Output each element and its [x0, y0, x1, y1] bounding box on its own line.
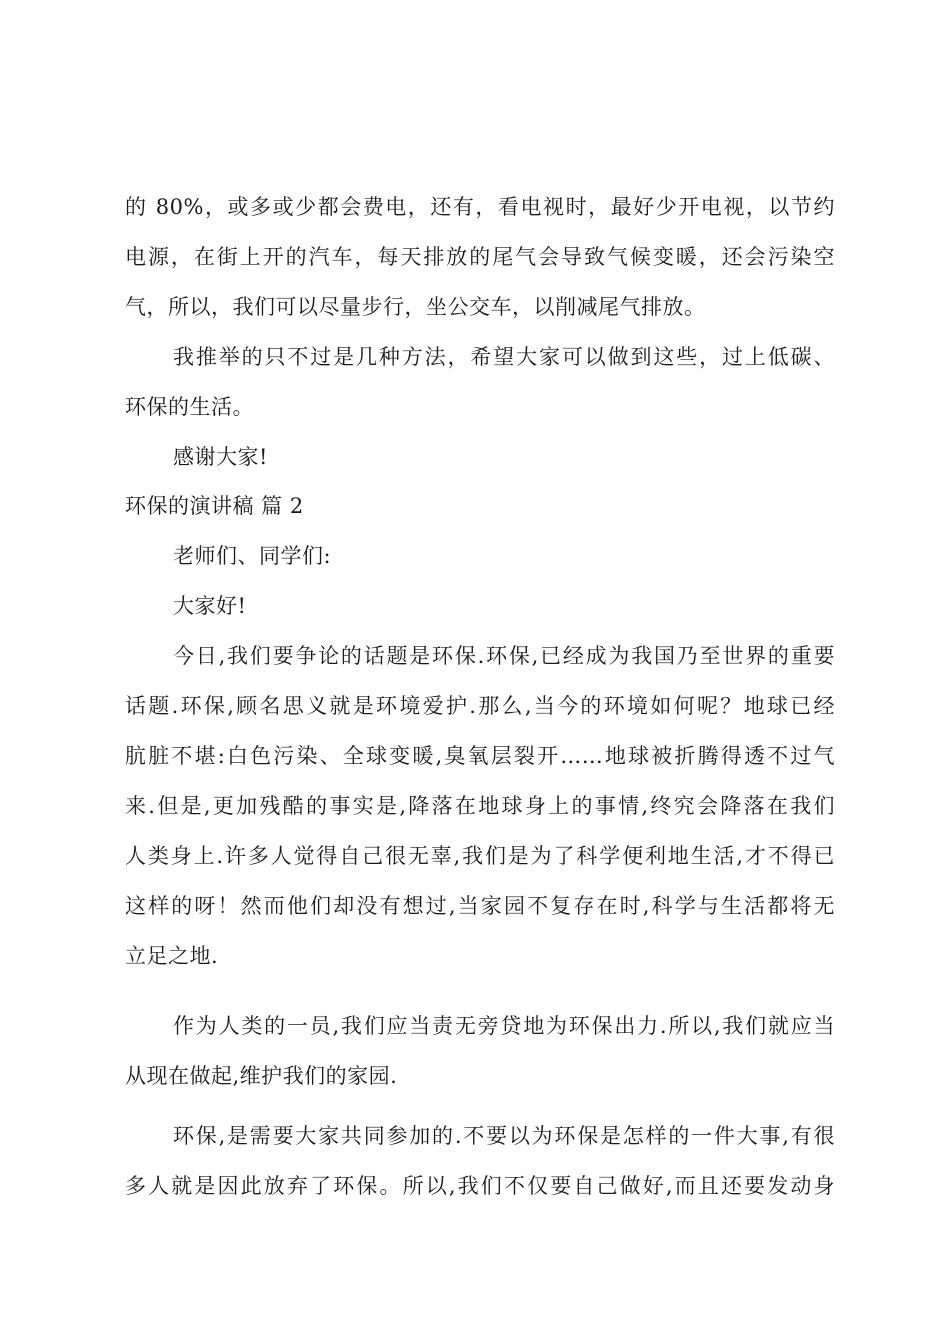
text-line: 环保,是需要大家共同参加的.不要以为环保是怎样的一件大事,有很 — [173, 1124, 835, 1148]
text-line: 今日,我们要争论的话题是环保.环保,已经成为我国乃至世界的重要 — [173, 644, 835, 668]
text-line: 感谢大家! — [173, 445, 268, 469]
text-line: 的 80%，或多或少都会费电，还有，看电视时，最好少开电视，以节约 — [125, 195, 835, 219]
text-line: 气，所以，我们可以尽量步行，坐公交车，以削减尾气排放。 — [125, 295, 706, 319]
text-line: 电源，在街上开的汽车，每天排放的尾气会导致气候变暖，还会污染空 — [125, 245, 835, 269]
text-line: 从现在做起,维护我们的家园. — [125, 1064, 398, 1088]
text-line: 立足之地. — [125, 944, 219, 968]
text-line: 来.但是,更加残酷的事实是,降落在地球身上的事情,终究会降落在我们 — [125, 794, 835, 818]
text-line: 肮脏不堪:白色污染、全球变暖,臭氧层裂开……地球被折腾得透不过气 — [125, 744, 835, 768]
text-line: 人类身上.许多人觉得自己很无辜,我们是为了科学便利地生活,才不得已 — [125, 844, 835, 868]
text-line: 这样的呀！然而他们却没有想过,当家园不复存在时,科学与生活都将无 — [125, 894, 835, 918]
text-line: 作为人类的一员,我们应当责无旁贷地为环保出力.所以,我们就应当 — [173, 1014, 835, 1038]
greeting-line: 老师们、同学们: — [173, 544, 332, 568]
section-heading: 环保的演讲稿 篇 2 — [125, 494, 304, 518]
text-line: 环保的生活。 — [125, 395, 254, 419]
text-line: 话题.环保,顾名思义就是环境爱护.那么,当今的环境如何呢？地球已经 — [125, 694, 835, 718]
greeting-line: 大家好! — [173, 594, 247, 618]
text-line: 多人就是因此放弃了环保。所以,我们不仅要自己做好,而且还要发动身 — [125, 1174, 835, 1198]
text-line: 我推举的只不过是几种方法，希望大家可以做到这些，过上低碳、 — [173, 345, 835, 369]
